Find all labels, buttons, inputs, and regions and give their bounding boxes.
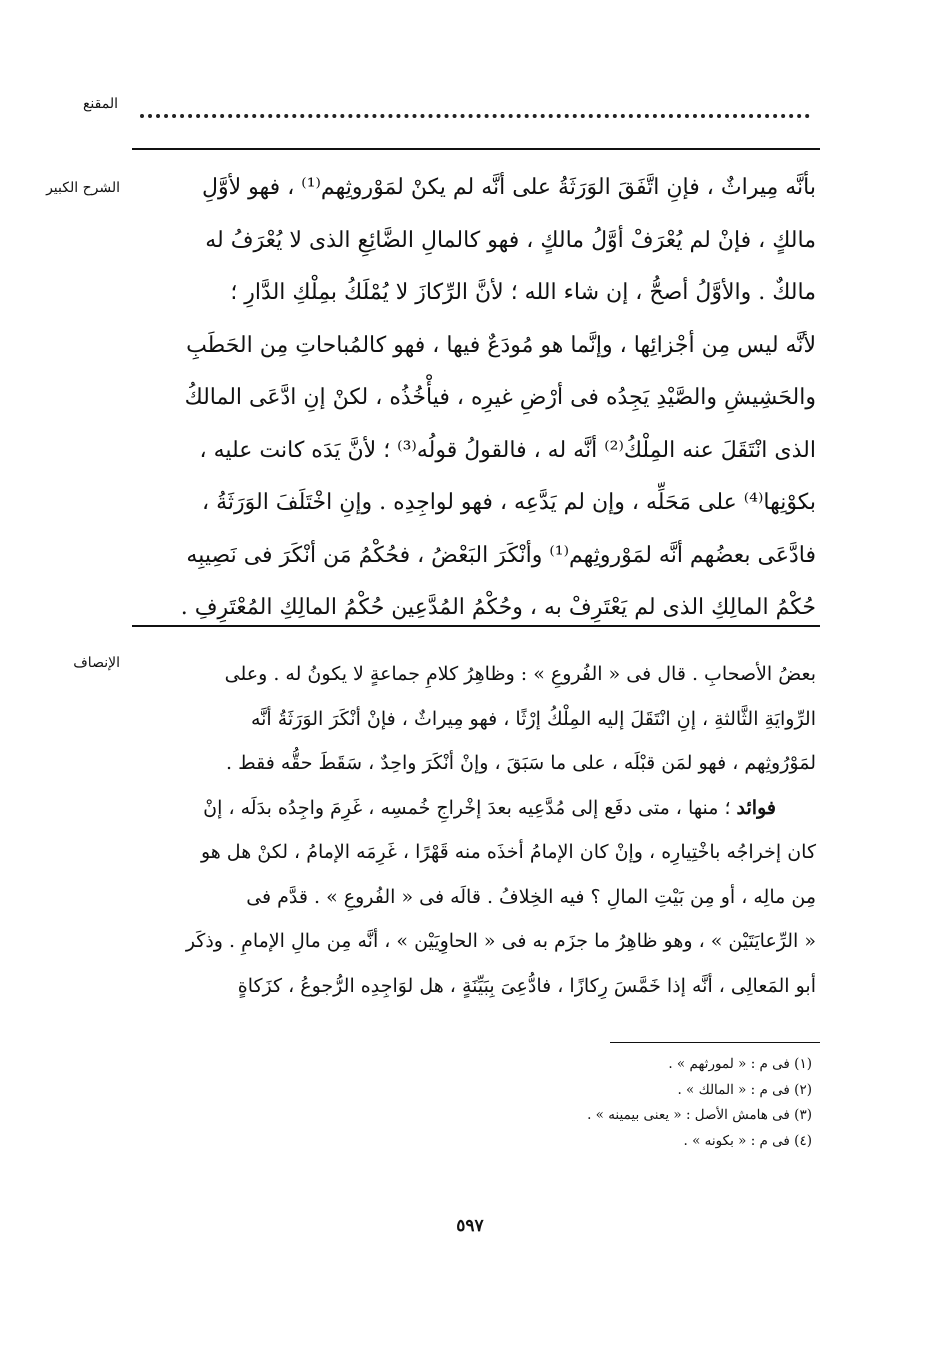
- header-dotted-leader: [140, 100, 810, 118]
- insaf-line: الرِّوايَةِ الثَّالثةِ ، إنِ انْتَقَلَ إليه المِلْكُ إرْثًا ، فهو مِيراثٌ ، فإنْ أنْكَرَ الوَرَثَةُ أنَّه: [250, 707, 816, 730]
- top-divider: [132, 148, 820, 150]
- footnote: (١) فى م : « لمورثهم » .: [668, 1056, 812, 1072]
- running-header: [130, 96, 820, 126]
- fawaid-line: مِن مالِه ، أو مِن بَيْتِ المالِ ؟ فيه الخِلافُ . قالَه فى « الفُروعِ » . قدَّم فى: [246, 885, 816, 908]
- fawaid-line: أبو المَعالِى ، أنَّه إذا خَمَّسَ رِكازًا ، فادُّعِىَ بِبَيِّنَةٍ ، هل لوَاجِدِه الرُّجوعُ ، كزَكاةٍ: [237, 974, 816, 997]
- sharh-line: حُكْمُ المالِكِ الذى لم يَعْتَرِفْ به ، وحُكْمُ المُدَّعِين حُكْمُ المالِكِ المُعْتَرِفِ .: [180, 595, 816, 620]
- sharh-line: فادَّعَى بعضُهم أنَّه لمَوْروثِهم⁽¹⁾ وأنْكَرَ البَعْضُ ، فحُكْمُ مَن أنْكَرَ فى نَصِيبِه: [186, 542, 816, 568]
- page-number: ٥٩٧: [456, 1216, 484, 1236]
- footnote: (٣) فى هامش الأصل : « يعنى بيمينه » .: [587, 1107, 812, 1123]
- footnotes: [480, 1052, 812, 1154]
- sharh-line: الذى انْتَقَلَ عنه المِلْكُ⁽²⁾ أنَّه له ، فالقولُ قولُه⁽³⁾ ؛ لأنَّ يَدَه كانت عليه ،: [199, 437, 816, 463]
- fawaid-line: [136, 786, 816, 831]
- sharh-line: مالكٌ . والأوَّلُ أصحُّ ، إن شاء الله ؛ لأنَّ الرِّكازَ لا يُمْلَكُ بمِلْكِ الدَّارِ ؛: [230, 280, 816, 305]
- footnote-divider: [610, 1042, 820, 1043]
- fawaid-line: « الرِّعايَتَيْن » ، وهو ظاهِرُ ما جزَم به فى « الحاوِيَيْن » ، أنَّه مِن مالِ الإمامِ . وذكَر: [185, 930, 816, 952]
- footnote: (٢) فى م : « المالك » .: [677, 1081, 812, 1098]
- fawaid-line: كان إخراجُه باخْتِيارِه ، وإنْ كان الإمامُ أخذَه منه قَهْرًا ، غَرِمَه الإمامُ ، لكنْ هل هو: [200, 841, 816, 863]
- sharh-line: مالكٍ ، فإنْ لم يُعْرَفْ أوَّلُ مالكٍ ، فهو كالمالِ الضَّائِعِ الذى لا يُعْرَفُ له: [205, 227, 816, 253]
- running-header-title: المقنع: [82, 96, 118, 112]
- insaf-text: [136, 652, 816, 1008]
- sharh-line: بكوْنِها⁽⁴⁾ على مَحَلِّه ، وإن لم يَدَّعِه ، فهو لواجِدِه . وإنِ اخْتَلَفَ الوَرَثَةُ ،: [202, 490, 816, 515]
- insaf-line: لمَوْرُوثِهم ، فهو لمَن قبْلَه ، على ما سَبَقَ ، وإنْ أنْكَرَ واحِدٌ ، سَقَطَ حقُّه فقط .: [226, 752, 816, 774]
- sharh-line: والحَشِيشِ والصَّيْدِ يَجِدُه فى أرْضِ غيرِه ، فيأْخُذُه ، لكنْ إنِ ادَّعَى المالكُ: [184, 385, 816, 410]
- fawaid-line-text: ؛ منها ، متى دفَع إلى مُدَّعِيه بعدَ إخْراجِ خُمسِه ، غَرِمَ واجِدُه بدَلَه ، إنْ: [203, 796, 737, 819]
- sharh-line: بأنَّه مِيراثٌ ، فإنِ اتَّفَقَ الوَرَثَةُ على أنَّه لم يكنْ لمَوْروثِهم⁽¹⁾ ، فهو لأوَّلِ: [202, 175, 816, 200]
- middle-divider: [132, 625, 820, 627]
- footnote: (٤) فى م : « بكونه » .: [683, 1132, 812, 1149]
- margin-label-insaf: الإنصاف: [73, 655, 120, 671]
- margin-label-sharh: الشرح الكبير: [46, 180, 120, 196]
- insaf-line: بعضُ الأصحابِ . قال فى « الفُروعِ » : وظاهِرُ كلامِ جماعةٍ لا يكونُ له . وعلى: [224, 663, 816, 685]
- sharh-line: لأنَّه ليس مِن أجْزائِها ، وإنَّما هو مُودَعٌ فيها ، فهو كالمُباحاتِ مِن الحَطَبِ: [186, 332, 816, 358]
- sharh-text: [136, 162, 816, 635]
- fawaid-label: فوائد: [736, 796, 776, 819]
